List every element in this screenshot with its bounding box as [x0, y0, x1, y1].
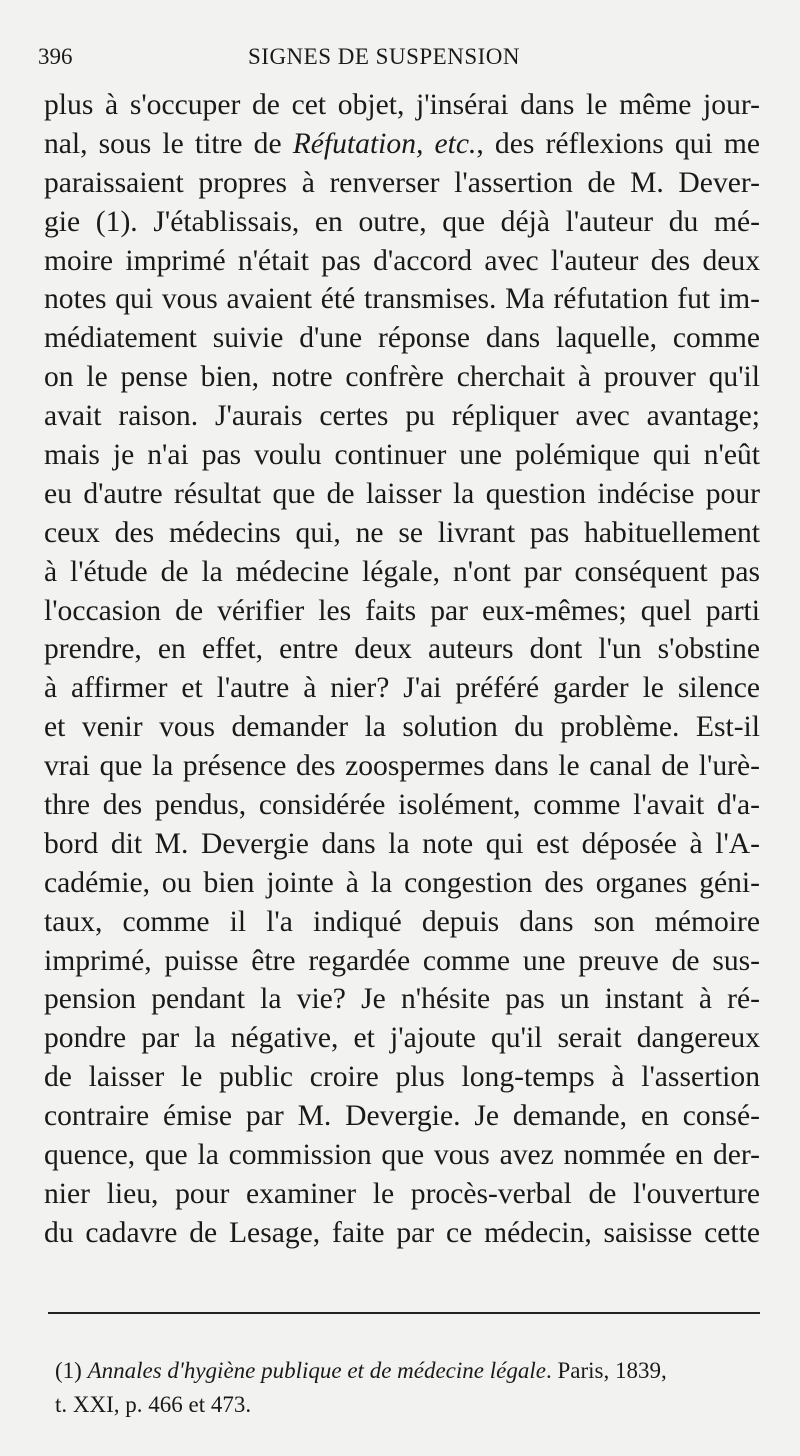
text-line: pension pendant la vie? Je n'hésite pas un instant à ré- [44, 983, 760, 1016]
text-line: médiatement suivie d'une réponse dans laquelle, comme [44, 322, 760, 355]
text-line: prendre, en effet, entre deux auteurs dont l'un s'obstine [44, 633, 760, 666]
text-line: eu d'autre résultat que de laisser la question indécise pour [44, 477, 760, 510]
text-line: taux, comme il l'a indiqué depuis dans son mémoire [44, 905, 760, 938]
text-line: notes qui vous avaient été transmises. Ma réfutation fut im- [44, 283, 760, 316]
footnote-line-2: t. XXI, p. 466 et 473. [55, 1392, 252, 1417]
text-line: nier lieu, pour examiner le procès-verbal de l'ouverture [44, 1177, 760, 1210]
footnote-line1-rest: . Paris, 1839, [545, 1358, 667, 1383]
text-line: contraire émise par M. Devergie. Je demande, en consé- [44, 1100, 760, 1133]
text-line: on le pense bien, notre confrère cherchait à prouver qu'il [44, 361, 760, 394]
footnote-line-1 [55, 1354, 755, 1388]
footnote-rule [48, 1312, 760, 1314]
text-line: quence, que la commission que vous avez nommée en der- [44, 1139, 760, 1172]
text-line: cadémie, ou bien jointe à la congestion des organes géni- [44, 866, 760, 899]
text-line: l'occasion de vérifier les faits par eux-mêmes; quel parti [44, 594, 760, 627]
page-number: 396 [38, 44, 73, 69]
text-line: nal, sous le titre de Réfutation, etc., des réflexions qui me [44, 127, 760, 160]
text-line: moire imprimé n'était pas d'accord avec l'auteur des deux [44, 244, 760, 277]
text-line: gie (1). J'établissais, en outre, que déjà l'auteur du mé- [44, 205, 760, 238]
text-line: à l'étude de la médecine légale, n'ont par conséquent pas [44, 555, 760, 588]
text-line: imprimé, puisse être regardée comme une preuve de sus- [44, 944, 760, 977]
text-line: thre des pendus, considérée isolément, comme l'avait d'a- [44, 789, 760, 822]
text-line: plus à s'occuper de cet objet, j'insérai dans le même jour- [44, 89, 760, 121]
footnote-title: Annales d'hygiène publique et de médecine légale [87, 1358, 546, 1383]
page-header [38, 36, 760, 76]
text-line: à affirmer et l'autre à nier? J'ai préféré garder le silence [44, 672, 760, 705]
italic-title: Réfutation, etc. [292, 127, 477, 160]
text-line: ceux des médecins qui, ne se livrant pas habituellement [44, 516, 760, 549]
text-line: bord dit M. Devergie dans la note qui est déposée à l'A- [44, 827, 760, 860]
text-line: pondre par la négative, et j'ajoute qu'il serait dangereux [44, 1022, 760, 1055]
footnote-marker: (1) [55, 1358, 82, 1383]
text-line: du cadavre de Lesage, faite par ce médecin, saisisse cette [44, 1216, 760, 1249]
text-line: avait raison. J'aurais certes pu répliquer avec avantage; [44, 400, 760, 433]
running-head: SIGNES DE SUSPENSION [248, 44, 520, 69]
text-line: mais je n'ai pas voulu continuer une polémique qui n'eût [44, 439, 760, 472]
text-line: paraissaient propres à renverser l'assertion de M. Dever- [44, 166, 760, 199]
text-line: et venir vous demander la solution du problème. Est-il [44, 711, 760, 744]
text-line: vrai que la présence des zoospermes dans le canal de l'urè- [44, 750, 760, 783]
footnote [55, 1354, 755, 1422]
body-text [44, 86, 760, 1253]
text-line: de laisser le public croire plus long-temps à l'assertion [44, 1061, 760, 1094]
